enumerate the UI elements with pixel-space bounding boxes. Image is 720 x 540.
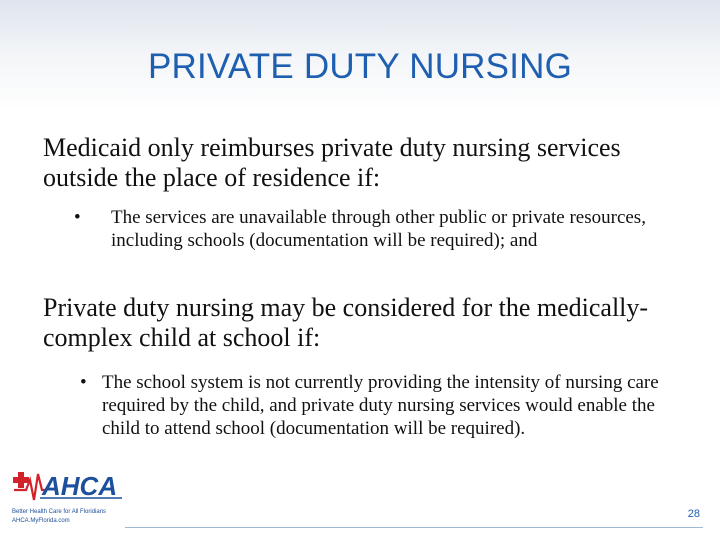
paragraph-reimbursement: Medicaid only reimburses private duty nursing services outside the place of residence if: <box>43 133 621 192</box>
logo-tagline: Better Health Care for All Floridians <box>12 509 107 515</box>
bullet-school-system: The school system is not currently providing the intensity of nursing care required by the child, and private duty nursing services would enable the child to attend school (documentation will be required). <box>102 372 659 439</box>
page-number: 28 <box>687 508 700 520</box>
slide-title: PRIVATE DUTY NURSING <box>147 47 573 86</box>
footer-divider <box>125 527 703 528</box>
bullet-marker: • <box>80 372 87 393</box>
logo-tagline-block <box>12 508 132 526</box>
logo-cross-horizontal <box>13 477 29 483</box>
logo-url: AHCA.MyFlorida.com <box>12 518 70 524</box>
logo-wordmark: AHCA <box>42 471 118 501</box>
bullet-services-unavailable: The services are unavailable through other public or private resources, including schools (documentation will be required); and <box>111 207 646 251</box>
bullet-marker: • <box>74 207 81 228</box>
paragraph-school-consideration: Private duty nursing may be considered for the medically-complex child at school if: <box>43 293 649 352</box>
